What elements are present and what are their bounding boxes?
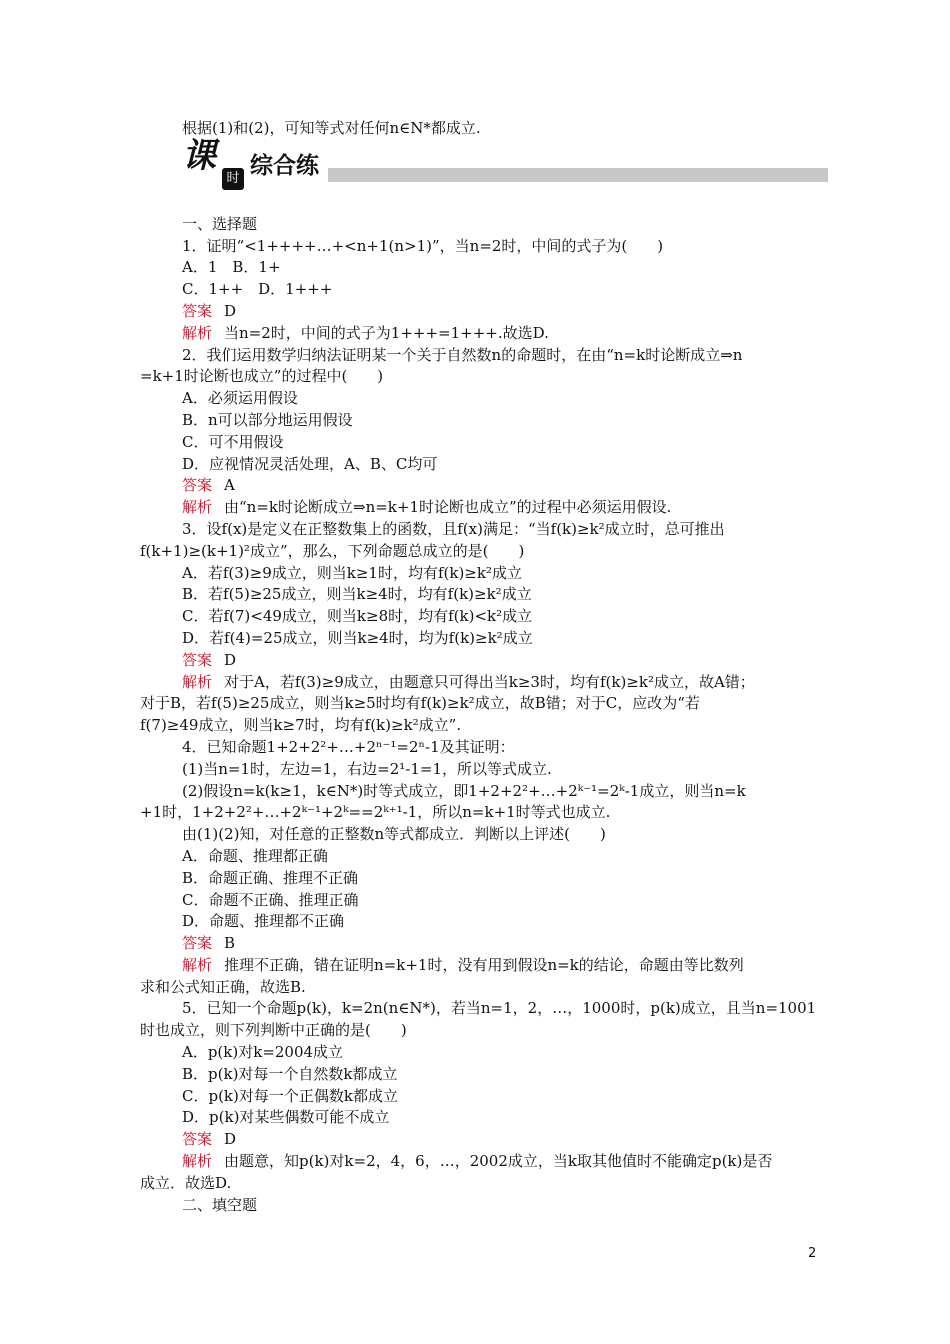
- answer-value: D: [224, 650, 237, 669]
- q2-analysis: [140, 497, 830, 519]
- q3-stem-2: f(k+1)≥(k+1)²成立”，那么，下列命题总成立的是( ): [140, 541, 525, 560]
- q3-option-b: B．若f(5)≥25成立，则当k≥4时，均有f(k)≥k²成立: [182, 585, 532, 604]
- page-number: 2: [808, 1246, 817, 1261]
- q4-answer: [140, 933, 830, 955]
- analysis-label: 解析: [182, 498, 213, 517]
- analysis-text: 由题意，知p(k)对k=2，4，6，…，2002成立，当k取其他值时不能确定p(k)是否: [224, 1152, 773, 1171]
- banner-bar: [328, 168, 828, 182]
- answer-label: 答案: [182, 476, 213, 495]
- section-banner: [140, 135, 830, 204]
- q4-analysis-2: 求和公式知正确，故选B.: [140, 977, 306, 996]
- q1-answer: [140, 301, 830, 323]
- q4-option-d: D．命题、推理都不正确: [182, 912, 345, 931]
- answer-value: B: [224, 934, 236, 953]
- analysis-text: 推理不正确，错在证明n=k+1时，没有用到假设n=k的结论，命题由等比数列: [224, 955, 744, 974]
- analysis-label: 解析: [182, 1152, 213, 1171]
- q5-analysis-1: [140, 1151, 830, 1173]
- q5-option-a: A．p(k)对k=2004成立: [182, 1043, 344, 1062]
- content: [140, 118, 830, 1216]
- answer-label: 答案: [182, 650, 213, 669]
- analysis-label: 解析: [182, 955, 213, 974]
- q1-analysis: [140, 323, 830, 345]
- analysis-text: 对于A，若f(3)≥9成立，由题意只可得出当k≥3时，均有f(k)≥k²成立，故A错；: [224, 672, 755, 691]
- q3-analysis-1: [140, 672, 830, 694]
- banner-logo-sub: 时: [222, 168, 244, 190]
- banner-logo: 课: [182, 135, 216, 176]
- section-heading-2: 二、填空题: [182, 1195, 258, 1214]
- answer-label: 答案: [182, 301, 213, 320]
- q5-option-b: B．p(k)对每一个自然数k都成立: [182, 1064, 398, 1083]
- q4-option-a: A．命题、推理都正确: [182, 846, 328, 865]
- q4-proof-3: 由(1)(2)知，对任意的正整数n等式都成立．判断以上评述( ): [182, 825, 606, 844]
- answer-value: D: [224, 301, 237, 320]
- answer-label: 答案: [182, 1130, 213, 1149]
- answer-value: A: [224, 476, 235, 495]
- q5-option-c: C．p(k)对每一个正偶数k都成立: [182, 1086, 398, 1105]
- banner-title: 综合练: [250, 152, 319, 179]
- q4-proof-2b: +1时，1+2+2²+…+2ᵏ⁻¹+2ᵏ==2ᵏ⁺¹-1，所以n=k+1时等式也成立.: [140, 803, 611, 822]
- analysis-label: 解析: [182, 672, 213, 691]
- q5-answer: [140, 1129, 830, 1151]
- q2-stem-2: =k+1时论断也成立”的过程中( ): [140, 367, 384, 386]
- answer-label: 答案: [182, 934, 213, 953]
- q2-option-a: A．必须运用假设: [182, 389, 298, 408]
- intro-line: 根据(1)和(2)，可知等式对任何n∈N*都成立.: [182, 119, 481, 137]
- analysis-label: 解析: [182, 323, 213, 342]
- q2-stem-1: 2．我们运用数学归纳法证明某一个关于自然数n的命题时，在由“n=k时论断成立⇒n: [182, 345, 743, 364]
- q1-stem: 1．证明“<1++++…+<n+1(n>1)”，当n=2时，中间的式子为( ): [182, 236, 664, 255]
- q5-analysis-2: 成立．故选D.: [140, 1173, 232, 1192]
- q2-answer: [140, 475, 830, 497]
- q4-proof-2a: (2)假设n=k(k≥1，k∈N*)时等式成立，即1+2+2²+…+2ᵏ⁻¹=2ᵏ-1成立，则当n=k: [182, 781, 746, 800]
- answer-value: D: [224, 1130, 237, 1149]
- q5-stem-1: 5．已知一个命题p(k)，k=2n(n∈N*)，若当n=1，2，…，1000时，p(k)成立，且当n=1001: [182, 999, 817, 1018]
- q4-stem: 4．已知命题1+2+2²+…+2ⁿ⁻¹=2ⁿ-1及其证明：: [182, 737, 515, 756]
- q4-option-b: B．命题正确、推理不正确: [182, 868, 359, 887]
- q2-option-c: C．可不用假设: [182, 432, 284, 451]
- q4-proof-1: (1)当n=1时，左边=1，右边=2¹-1=1，所以等式成立.: [182, 759, 552, 778]
- q3-analysis-3: f(7)≥49成立，则当k≥7时，均有f(k)≥k²成立”.: [140, 716, 462, 735]
- q3-option-d: D．若f(4)=25成立，则当k≥4时，均为f(k)≥k²成立: [182, 628, 533, 647]
- section-heading: 一、选择题: [182, 214, 258, 233]
- q3-answer: [140, 650, 830, 672]
- q2-option-b: B．n可以部分地运用假设: [182, 410, 353, 429]
- analysis-text: 由“n=k时论断成立⇒n=k+1时论断也成立”的过程中必须运用假设.: [224, 498, 672, 517]
- q4-analysis-1: [140, 955, 830, 977]
- analysis-text: 当n=2时，中间的式子为1+++=1+++.故选D.: [224, 323, 549, 342]
- q3-stem-1: 3．设f(x)是定义在正整数集上的函数，且f(x)满足：“当f(k)≥k²成立时，总可推出: [182, 519, 725, 538]
- q3-analysis-2: 对于B，若f(5)≥25成立，则当k≥5时均有f(k)≥k²成立，故B错；对于C，应改为“若: [140, 694, 700, 713]
- q5-option-d: D．p(k)对某些偶数可能不成立: [182, 1108, 390, 1127]
- q2-option-d: D．应视情况灵活处理，A、B、C均可: [182, 454, 438, 473]
- q5-stem-2: 时也成立，则下列判断中正确的是( ): [140, 1021, 407, 1040]
- q3-option-c: C．若f(7)<49成立，则当k≥8时，均有f(k)<k²成立: [182, 607, 533, 626]
- q1-options-cd: C．1++ D．1+++: [182, 280, 333, 299]
- q1-options-ab: A．1 B．1+: [182, 258, 281, 277]
- q3-option-a: A．若f(3)≥9成立，则当k≥1时，均有f(k)≥k²成立: [182, 563, 522, 582]
- q4-option-c: C．命题不正确、推理正确: [182, 890, 359, 909]
